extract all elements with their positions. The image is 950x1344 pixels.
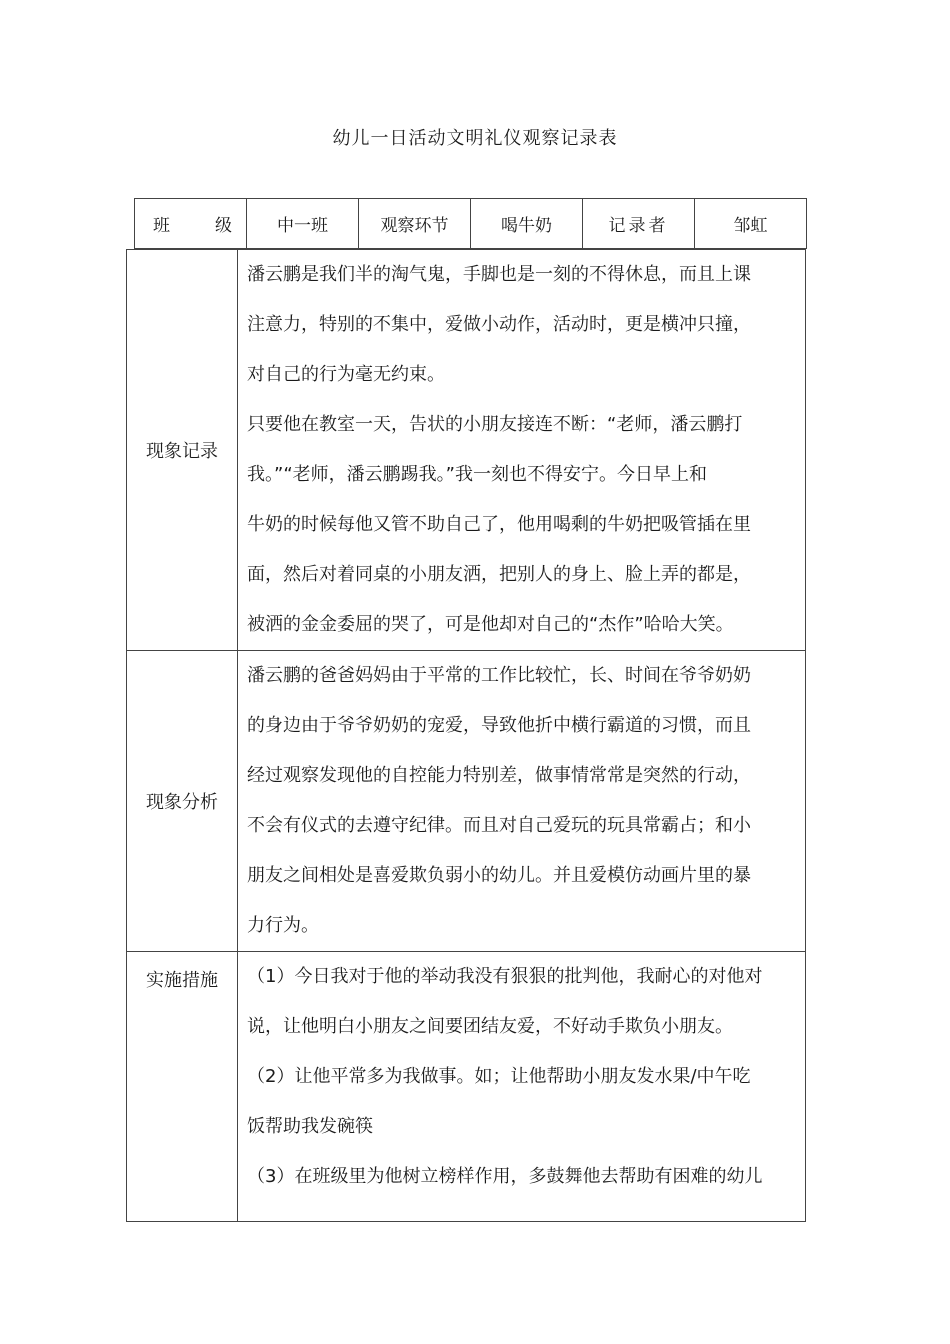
measures-content xyxy=(238,952,806,1222)
header-table xyxy=(134,198,807,249)
analysis-row xyxy=(127,651,806,952)
analysis-line: 朋友之间相处是喜爱欺负弱小的幼儿。并且爱模仿动画片里的暴 xyxy=(247,865,751,886)
record-label: 现象记录 xyxy=(127,250,238,651)
record-content xyxy=(238,250,806,651)
segment-value: 喝牛奶 xyxy=(471,199,583,249)
analysis-label: 现象分析 xyxy=(127,651,238,952)
page-title: 幼儿一日活动文明礼仪观察记录表 xyxy=(332,128,618,149)
analysis-line: 潘云鹏的爸爸妈妈由于平常的工作比较忙，长、时间在爷爷奶奶 xyxy=(247,665,751,686)
recorder-label: 记录者 xyxy=(583,199,695,249)
analysis-line: 不会有仪式的去遵守纪律。而且对自己爱玩的玩具常霸占；和小 xyxy=(247,815,751,836)
recorder-value: 邹虹 xyxy=(695,199,807,249)
analysis-line: 经过观察发现他的自控能力特别差，做事情常常是突然的行动， xyxy=(247,765,751,786)
measures-line: （3）在班级里为他树立榜样作用，多鼓舞他去帮助有困难的幼儿 xyxy=(247,1166,763,1187)
analysis-content xyxy=(238,651,806,952)
observation-table xyxy=(126,249,806,1222)
measures-line: 饭帮助我发碗筷 xyxy=(247,1116,373,1137)
analysis-line: 的身边由于爷爷奶奶的宠爱，导致他折中横行霸道的习惯，而且 xyxy=(247,715,751,736)
record-row xyxy=(127,250,806,651)
record-line: 被洒的金金委屈的哭了，可是他却对自己的“杰作”哈哈大笑。 xyxy=(247,614,734,635)
record-line: 面，然后对着同桌的小朋友洒，把别人的身上、脸上弄的都是， xyxy=(247,564,751,585)
record-line: 潘云鹏是我们半的淘气鬼，手脚也是一刻的不得休息，而且上课 xyxy=(247,264,751,285)
measures-line: （2）让他平常多为我做事。如；让他帮助小朋友发水果/中午吃 xyxy=(247,1066,751,1087)
measures-row xyxy=(127,952,806,1222)
class-value: 中一班 xyxy=(247,199,359,249)
segment-label: 观察环节 xyxy=(359,199,471,249)
measures-label: 实施措施 xyxy=(127,952,238,1222)
record-line: 牛奶的时候每他又管不助自己了，他用喝剩的牛奶把吸管插在里 xyxy=(247,514,751,535)
record-line: 对自己的行为毫无约束。 xyxy=(247,364,445,385)
measures-line: 说，让他明白小朋友之间要团结友爱，不好动手欺负小朋友。 xyxy=(247,1016,733,1037)
analysis-line: 力行为。 xyxy=(247,915,319,936)
measures-line: （1）今日我对于他的举动我没有狠狠的批判他，我耐心的对他对 xyxy=(247,966,763,987)
record-line: 只要他在教室一天，告状的小朋友接连不断：“老师，潘云鹏打 xyxy=(247,414,743,435)
record-line: 注意力，特别的不集中，爱做小动作，活动时，更是横冲只撞， xyxy=(247,314,751,335)
record-line: 我。”“老师，潘云鹏踢我。”我一刻也不得安宁。今日早上和 xyxy=(247,464,707,485)
class-label: 班级 xyxy=(135,199,247,249)
